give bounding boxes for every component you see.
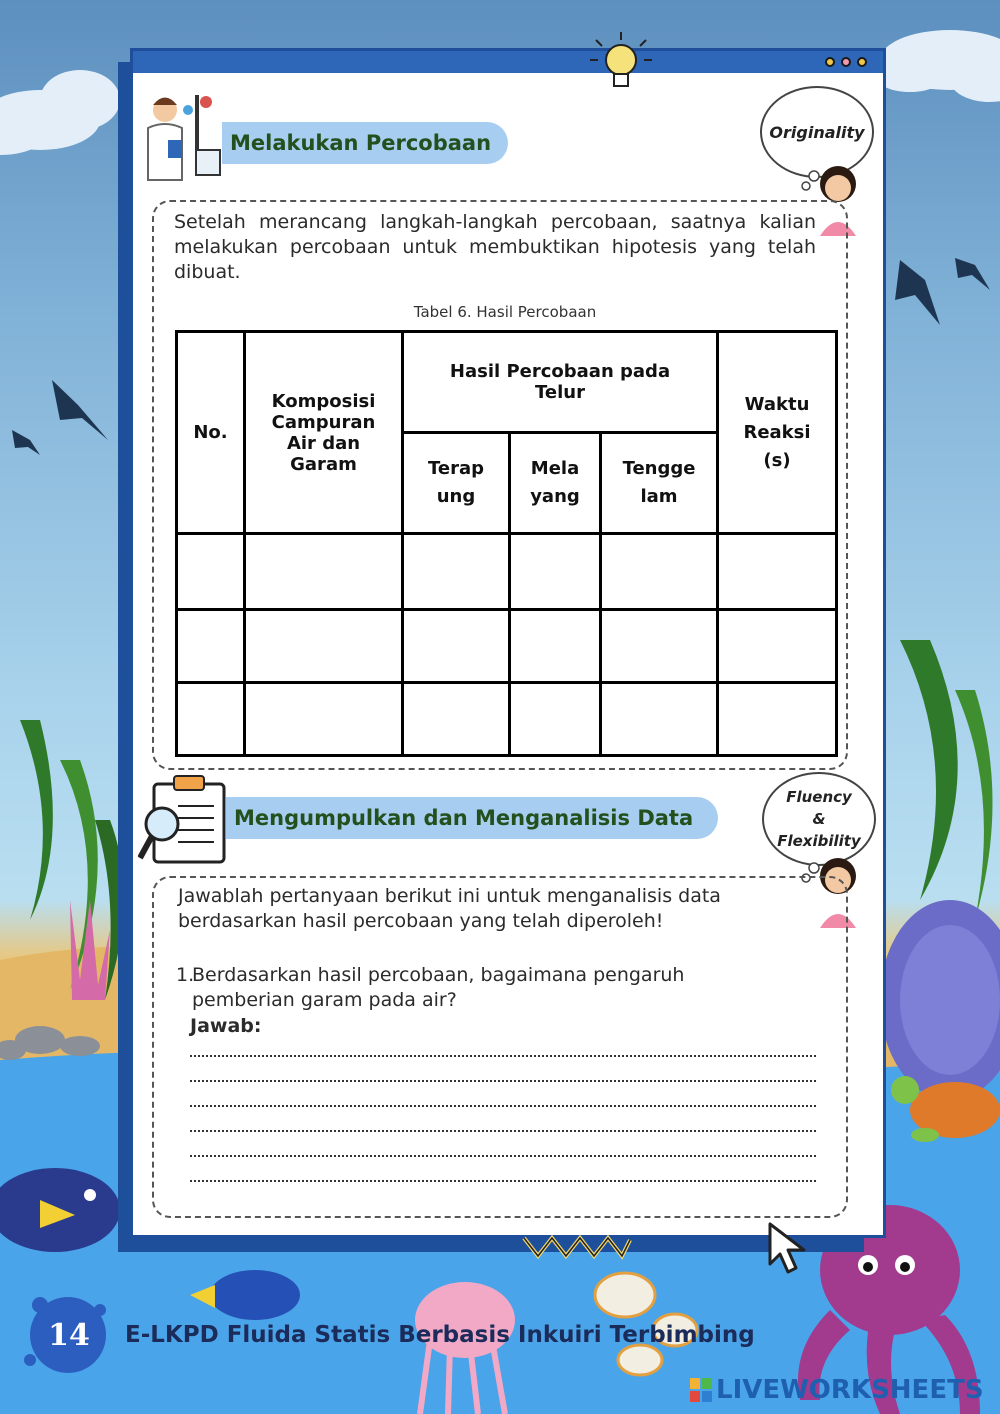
header-melayang: Mela yang: [510, 433, 601, 534]
header-hasil: Hasil Percobaan pada Telur: [403, 332, 718, 433]
footer-title: E-LKPD Fluida Statis Berbasis Inkuiri Terbimbing: [125, 1322, 755, 1348]
table-cell[interactable]: [245, 683, 403, 756]
answer-line[interactable]: [190, 1130, 816, 1132]
page-number: 14: [48, 1318, 90, 1353]
table-cell[interactable]: [718, 683, 837, 756]
answer-line[interactable]: [190, 1180, 816, 1182]
analisis-intro-text: Jawablah pertanyaan berikut ini untuk menganalisis data berdasarkan hasil percobaan yang telah diperoleh!: [178, 885, 721, 932]
table-row: [177, 610, 837, 683]
table-cell[interactable]: [177, 683, 245, 756]
seaweed-right-icon: [900, 640, 993, 920]
window-dot-icon: [857, 57, 867, 67]
header-tenggelam: Tengge lam: [601, 433, 718, 534]
liveworksheets-logo-icon: [690, 1378, 712, 1402]
results-table: [175, 330, 838, 757]
table-cell[interactable]: [403, 610, 510, 683]
table-cell[interactable]: [718, 610, 837, 683]
header-komposisi: Komposisi Campuran Air dan Garam: [245, 332, 403, 534]
fluency-label: Fluency: [786, 788, 852, 806]
header-terapung: Terap ung: [403, 433, 510, 534]
question-text: Berdasarkan hasil percobaan, bagaimana pengaruh pemberian garam pada air?: [192, 964, 685, 1011]
table-cell[interactable]: [177, 610, 245, 683]
liveworksheets-brand: LIVEWORKSHEETS: [716, 1375, 984, 1405]
table-cell[interactable]: [510, 683, 601, 756]
section-title-analisis: Mengumpulkan dan Menganalisis Data: [226, 797, 718, 839]
table-cell[interactable]: [245, 610, 403, 683]
cursor-icon: [766, 1220, 812, 1276]
table-cell[interactable]: [601, 534, 718, 610]
table-cell[interactable]: [403, 534, 510, 610]
header-waktu: Waktu Reaksi (s): [718, 332, 837, 534]
window-title-bar: [133, 51, 883, 73]
table-cell[interactable]: [403, 683, 510, 756]
table-cell[interactable]: [718, 534, 837, 610]
table-cell[interactable]: [510, 610, 601, 683]
answer-line[interactable]: [190, 1055, 816, 1057]
table-row: [177, 683, 837, 756]
section-title-percobaan: Melakukan Percobaan: [222, 122, 508, 164]
table-cell[interactable]: [177, 534, 245, 610]
question-number: 1.: [176, 964, 195, 986]
table-cell[interactable]: [601, 683, 718, 756]
window-dot-icon: [841, 57, 851, 67]
table-cell[interactable]: [245, 534, 403, 610]
zigzag-decoration-icon: [520, 1234, 632, 1260]
table-cell[interactable]: [510, 534, 601, 610]
percobaan-intro-text: Setelah merancang langkah-langkah percobaan, saatnya kalian melakukan percobaan untuk membuktikan hipotesis yang telah dibuat.: [174, 211, 816, 283]
originality-label: Originality: [769, 122, 865, 142]
table-caption: Tabel 6. Hasil Percobaan: [413, 303, 597, 321]
answer-label: Jawab:: [190, 1015, 262, 1037]
table-cell[interactable]: [601, 610, 718, 683]
answer-line[interactable]: [190, 1080, 816, 1082]
window-dot-icon: [825, 57, 835, 67]
answer-line[interactable]: [190, 1155, 816, 1157]
lightbulb-icon: [586, 28, 656, 98]
scientist-icon: [140, 90, 228, 185]
clipboard-magnifier-icon: [138, 772, 230, 866]
ampersand-label: &: [812, 810, 826, 828]
table-row: [177, 534, 837, 610]
header-no: No.: [177, 332, 245, 534]
answer-line[interactable]: [190, 1105, 816, 1107]
flexibility-label: Flexibility: [777, 832, 861, 850]
